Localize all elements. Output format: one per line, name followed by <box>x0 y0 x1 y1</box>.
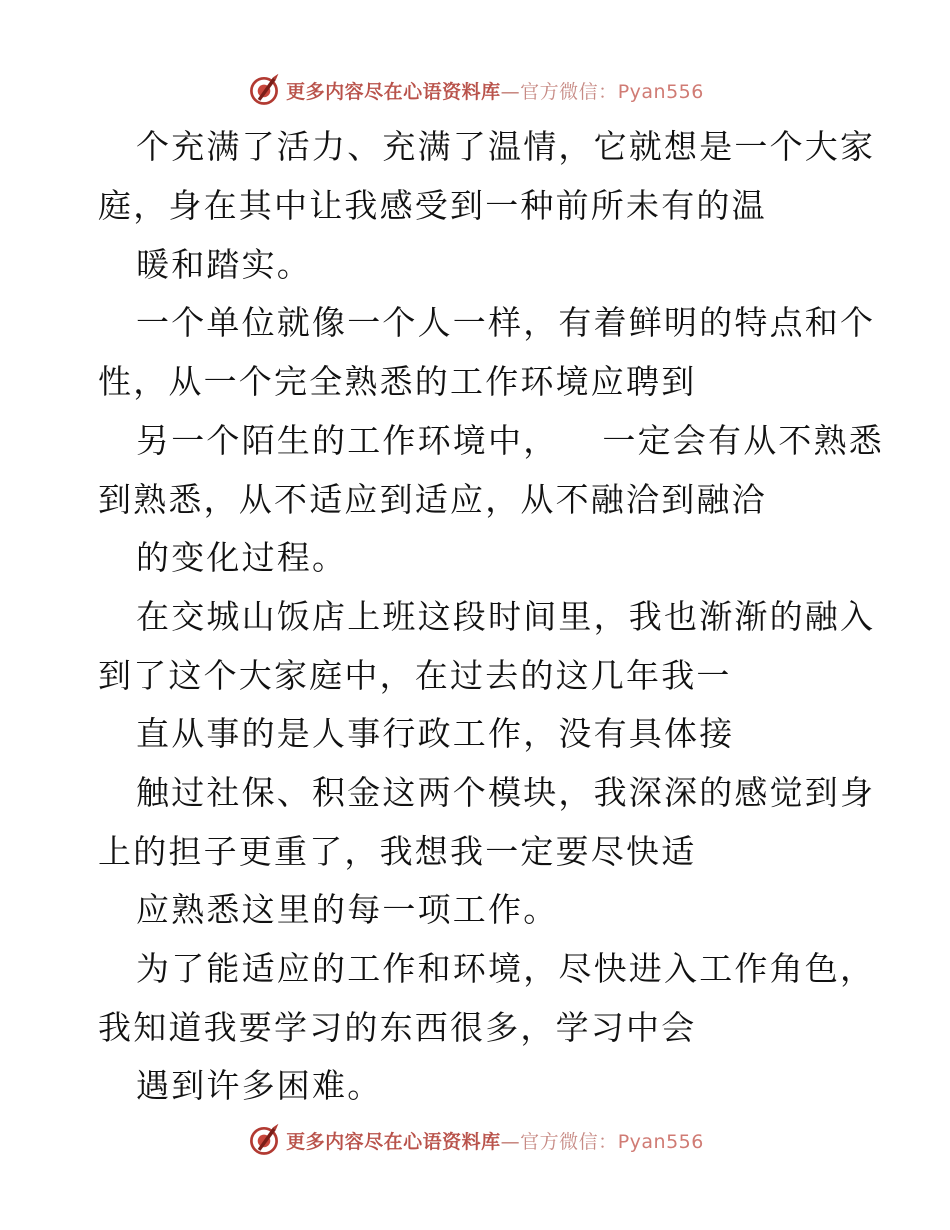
text-line: 庭，身在其中让我感受到一种前所未有的温 <box>98 186 767 225</box>
text-line: 的变化过程。 <box>136 538 348 577</box>
watermark-id: Pyan556 <box>617 80 704 103</box>
text-line: 触过社保、积金这两个模块，我深深的感觉到身 <box>136 773 876 812</box>
text-line: 应熟悉这里的每一项工作。 <box>136 890 559 929</box>
text-line: 遇到许多困难。 <box>136 1066 383 1105</box>
watermark-brand: 更多内容尽在心语资料库 <box>286 1130 501 1153</box>
text-segment: 另一个陌生的工作环境中， <box>136 421 559 460</box>
text-line: 到了这个大家庭中，在过去的这几年我一 <box>98 656 732 695</box>
text-line: 为了能适应的工作和环境，尽快进入工作角色， <box>136 949 876 988</box>
watermark-text <box>286 1127 704 1154</box>
watermark-dash: — <box>500 1130 521 1153</box>
watermark-id: Pyan556 <box>617 1130 704 1153</box>
text-segment: 一定会有从不熟悉 <box>602 421 885 460</box>
text-line: 暖和踏实。 <box>136 245 312 284</box>
text-line: 性，从一个完全熟悉的工作环境应聘到 <box>98 362 697 401</box>
text-line: 到熟悉，从不适应到适应，从不融洽到融洽 <box>98 480 767 519</box>
text-line-split <box>136 421 896 461</box>
watermark-dash: — <box>500 80 521 103</box>
text-line: 在交城山饭店上班这段时间里，我也渐渐的融入 <box>136 597 876 636</box>
quill-logo-icon <box>246 1122 282 1158</box>
text-line: 个充满了活力、充满了温情，它就想是一个大家 <box>136 127 876 166</box>
watermark-sub: 官方微信： <box>520 80 618 103</box>
watermark-brand: 更多内容尽在心语资料库 <box>286 80 501 103</box>
text-line: 上的担子更重了，我想我一定要尽快适 <box>98 832 697 871</box>
text-line: 直从事的是人事行政工作，没有具体接 <box>136 714 735 753</box>
text-line: 我知道我要学习的东西很多，学习中会 <box>98 1008 697 1047</box>
text-line: 一个单位就像一个人一样，有着鲜明的特点和个 <box>136 303 876 342</box>
footer-watermark <box>0 1120 950 1160</box>
watermark-sub: 官方微信： <box>520 1130 618 1153</box>
